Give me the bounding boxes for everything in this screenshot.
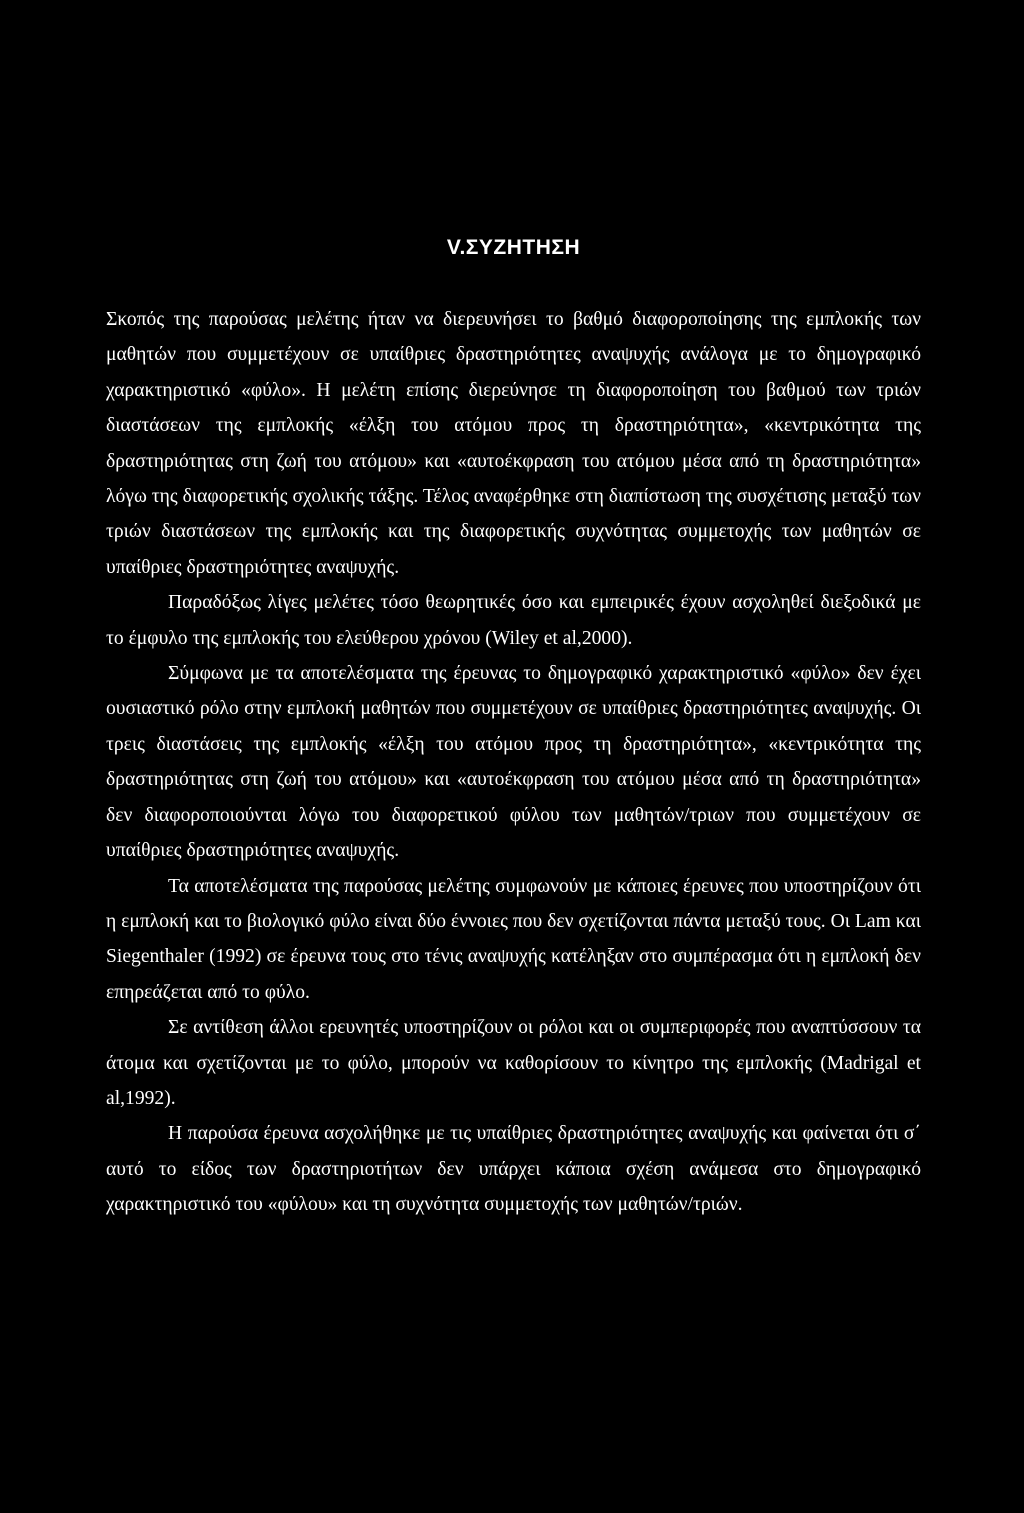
paragraph-1: Σκοπός της παρούσας μελέτης ήταν να διερευνήσει το βαθμό διαφοροποίησης της εμπλοκής των μαθητών που συμμετέχουν σε υπαίθριες δραστηριότητες αναψυχής ανάλογα με το δημογραφικό χαρακτηριστικό «φύλο». Η μελέτη επίσης διερεύνησε τη διαφοροποίηση του βαθμού των τριών διαστάσεων της εμπλοκής «έλξη του ατόμου προς τη δραστηριότητα», «κεντρικότητα της δραστηριότητας στη ζωή του ατόμου» και «αυτοέκφραση του ατόμου μέσα από τη δραστηριότητα» λόγω της διαφορετικής σχολικής τάξης. Τέλος αναφέρθηκε στη διαπίστωση της συσχέτισης μεταξύ των τριών διαστάσεων της εμπλοκής και της διαφορετικής συχνότητας συμμετοχής των μαθητών σε υπαίθριες δραστηριότητες αναψυχής.	[106, 309, 921, 578]
body-text	[106, 302, 921, 1223]
paragraph-3: Σύμφωνα με τα αποτελέσματα της έρευνας το δημογραφικό χαρακτηριστικό «φύλο» δεν έχει ουσιαστικό ρόλο στην εμπλοκή μαθητών που συμμετέχουν σε υπαίθριες δραστηριότητες αναψυχής. Οι τρεις διαστάσεις της εμπλοκής «έλξη του ατόμου προς τη δραστηριότητα», «κεντρικότητα της δραστηριότητας στη ζωή του ατόμου» και «αυτοέκφραση του ατόμου μέσα από τη δραστηριότητα» δεν διαφοροποιούνται λόγω του διαφορετικού φύλου των μαθητών/τριων που συμμετέχουν σε υπαίθριες δραστηριότητες αναψυχής.	[106, 663, 921, 862]
paragraph-6: Η παρούσα έρευνα ασχολήθηκε με τις υπαίθριες δραστηριότητες αναψυχής και φαίνεται ότι σ΄ αυτό το είδος των δραστηριοτήτων δεν υπάρχει κάποια σχέση ανάμεσα στο δημογραφικό χαρακτηριστικό του «φύλου» και τη συχνότητα συμμετοχής των μαθητών/τριών.	[106, 1123, 921, 1216]
paragraph-4: Τα αποτελέσματα της παρούσας μελέτης συμφωνούν με κάποιες έρευνες που υποστηρίζουν ότι η εμπλοκή και το βιολογικό φύλο είναι δύο έννοιες που δεν σχετίζονται πάντα μεταξύ τους. Οι Lam και Siegenthaler (1992) σε έρευνα τους στο τένις αναψυχής κατέληξαν στο συμπέρασμα ότι η εμπλοκή δεν επηρεάζεται από το φύλο.	[106, 875, 921, 1003]
paragraph-5: Σε αντίθεση άλλοι ερευνητές υποστηρίζουν οι ρόλοι και οι συμπεριφορές που αναπτύσσουν τα άτομα και σχετίζονται με το φύλο, μπορούν να καθορίσουν το κίνητρο της εμπλοκής (Madrigal et al,1992).	[106, 1017, 921, 1109]
section-heading: V.ΣΥΖΗΤΗΣΗ	[446, 236, 581, 259]
paragraph-2: Παραδόξως λίγες μελέτες τόσο θεωρητικές όσο και εμπειρικές έχουν ασχοληθεί διεξοδικά με το έμφυλο της εμπλοκής του ελεύθερου χρόνου (Wiley et al,2000).	[106, 592, 921, 649]
